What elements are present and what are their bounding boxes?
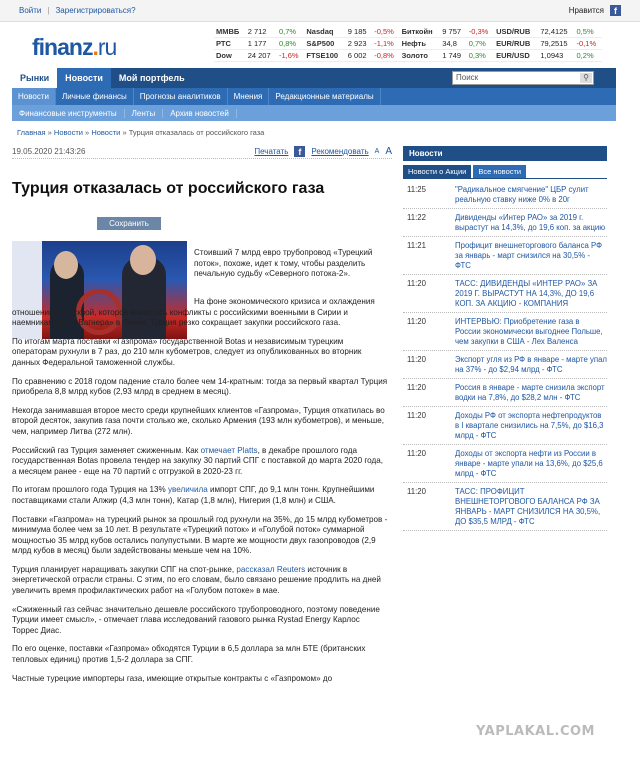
list-item[interactable] [403,313,607,351]
article-actions [254,146,392,157]
news-headline-link[interactable]: Дивиденды «Интер РАО» за 2019 г. вырастут на 14,3%, до 19,6 коп. за акцию [455,213,606,232]
subnav-personal-finance[interactable]: Личные финансы [56,88,134,105]
register-link[interactable]: Зарегистрироваться? [55,6,136,15]
ticker-instrument[interactable]: S&P500 [304,38,345,50]
social-area [569,5,621,16]
article-body-2 [12,297,388,692]
ticker-value: 1 749 [440,50,466,62]
breadcrumb-current: Турция отказалась от российского газа [128,128,265,137]
news-sidebar [403,146,607,531]
ticker-value: -0,1% [575,38,602,50]
sub-nav-2 [12,105,616,121]
article-paragraph: Поставки «Газпрома» на турецкий рынок за прошлый год рухнули на 35%, до 15 млрд кубометров - минимума более чем за 10 лет. В результате «Турецкий поток» и «Голубой поток» суммарной мощностью 35 млрд кубов остались полупустыми. В марте же мощности двух газопроводов (2,9 млрд кубов в месяц) были задействованы меньше чем на 10%. [12,514,388,556]
ticker-instrument[interactable]: EUR/USD [494,50,538,62]
breadcrumb-sep: » [85,128,90,137]
ticker-value: 0,7% [277,26,304,38]
news-time: 11:21 [407,241,426,250]
save-button[interactable]: Сохранить [97,217,161,230]
sidebar-title: Новости [403,146,607,161]
news-headline-link[interactable]: Доходы РФ от экспорта нефтепродуктов в I квартале снизились на 7,5%, до $16,3 млрд - ФТС [455,411,604,440]
search-placeholder: Поиск [456,73,479,82]
breadcrumb-news[interactable]: Новости [53,128,83,137]
news-headline-link[interactable]: Экспорт угля из РФ в январе - марте упал на 37% - до $2,94 млрд - ФТС [455,355,607,374]
ticker-value: 0,8% [277,38,304,50]
subnav-news[interactable]: Новости [12,88,56,105]
article-datetime: 19.05.2020 21:43:26 [12,147,86,156]
article-text: источник в энергетической отрасли страны. С этим, по его словам, было связано решение продлить на дней увеличить время профилактических работ на «Голубом потоке» в мае. [12,564,381,596]
list-item[interactable] [403,209,607,237]
ticker-value: 79,2515 [538,38,574,50]
search-input[interactable] [452,71,594,85]
news-time: 11:20 [407,317,426,326]
ticker-instrument[interactable]: USD/RUB [494,26,538,38]
ticker-value: 0,5% [575,26,602,38]
nav-portfolio[interactable]: Мой портфель [118,73,185,83]
ticker-value: 1,0943 [538,50,574,62]
header [12,26,616,66]
news-headline-link[interactable]: ИНТЕРВЬЮ: Приобретение газа в России экономически выгоднее Польше, чем закупки в США - Лех Валенса [455,317,603,346]
ticker-value: 6 002 [346,50,372,62]
news-time: 11:20 [407,487,426,496]
ticker-value: -0,5% [372,26,399,38]
subnav-opinions[interactable]: Мнения [228,88,270,105]
font-larger-button[interactable]: A [385,146,392,157]
ticker-value: 72,4125 [538,26,574,38]
subnav-editorial[interactable]: Редакционные материалы [269,88,380,105]
list-item[interactable] [403,351,607,379]
top-bar [0,0,640,22]
like-label[interactable]: Нравится [568,6,604,15]
subnav-instruments[interactable]: Финансовые инструменты [12,109,125,118]
ticker-value: -1,6% [277,50,304,62]
tab-all-news[interactable]: Все новости [473,165,526,178]
ticker-value: 0,2% [575,50,602,62]
news-headline-link[interactable]: Доходы от экспорта нефти из России в январе - марте упали на 13,6%, до $25,6 млрд - ФТС [455,449,603,478]
article-text: , в декабре прошлого года государственная Botas провела тендер на закупку 30 партий СПГ с поставкой до марта 2020 года, а месяцем ранее - еще на 70 партий с отгрузкой в 2020-23 гг. [12,445,383,476]
subnav-archive[interactable]: Архив новостей [163,109,237,118]
ticker-value: 2 923 [346,38,372,50]
ticker-value: 24 207 [246,50,277,62]
article-text: Российский газ Турция заменяет сжиженным. Как [12,445,201,455]
breadcrumb [17,128,264,137]
font-smaller-button[interactable]: A [374,148,380,155]
search-icon[interactable]: ⚲ [580,73,592,83]
sidebar-tabs [403,165,607,179]
site-logo[interactable] [32,34,116,61]
watermark: YAPLAKAL.COM [476,724,595,739]
article-paragraph: По его оценке, поставки «Газпрома» обходятся Турции в 6,5 доллара за млн БТЕ (британских тепловых единиц) против 1,5-2 доллара за СПГ. [12,644,366,665]
ticker-instrument[interactable]: РТС [214,38,246,50]
ticker-value: -1,1% [372,38,399,50]
logo-brand: finanz [32,34,93,60]
tab-stock-news[interactable]: Новости о Акции [403,165,471,178]
ticker-instrument[interactable]: Биткойн [400,26,441,38]
news-time: 11:20 [407,355,426,364]
list-item[interactable] [403,181,607,209]
article-paragraph: По итогам марта поставки «Газпрома» государственной Botas и независимым турецким операторам рухнули в 7 раз, до 210 млн кубометров, следует из опубликованных во вторник данных Федеральной таможенной службы. [12,336,362,367]
article-text: импорт СПГ, до 9,1 млн тонн. Крупнейшими поставщиками стали Алжир (4,3 млн тонн), Катар (1,8 млн), Нигерия (1,8 млн) и США. [12,485,375,505]
print-link[interactable]: Печатать [254,147,289,156]
article-paragraph: «Сжиженный газ сейчас значительно дешевле российского трубопроводного, поэтому поведение Турции имеет смысл», - отмечает глава исследований газового рынка Rystad Energy Карлос Торрес Диас. [12,604,380,635]
article-paragraph [12,565,388,597]
recommend-link[interactable]: Рекомендовать [311,147,369,156]
news-headline-link[interactable]: ТАСС: ПРОФИЦИТ ВНЕШНЕТОРГОВОГО БАЛАНСА РФ ЗА ЯНВАРЬ - МАРТ СНИЗИЛСЯ НА 30,5%, ДО $35,5 МЛРД - ФТС [455,487,601,526]
ticker-value: 0,3% [467,50,494,62]
nav-markets[interactable]: Рынки [12,68,57,88]
article-paragraph: Некогда занимавшая второе место среди крупнейших клиентов «Газпрома», Турция откатилась во второй десяток, закупив газа почти столько же, сколько Армения (193 млн кубометров), и меньше, чем, например Литва (272 млн). [12,405,385,436]
breadcrumb-home[interactable]: Главная [17,128,46,137]
ticker-instrument[interactable]: EUR/RUB [494,38,538,50]
article-paragraph: Стоивший 7 млрд евро трубопровод «Турецкий поток», похоже, идет к тому, чтобы разделить печальную судьбу «Северного потока-2». [194,248,373,279]
subnav-feeds[interactable]: Ленты [125,109,164,118]
breadcrumb-news-2[interactable]: Новости [91,128,121,137]
ticker-value: 0,7% [467,38,494,50]
ticker-value: 34,8 [440,38,466,50]
ticker-value: 2 712 [246,26,277,38]
ticker-instrument[interactable]: ММВБ [214,26,246,38]
ticker-instrument[interactable]: Золото [400,50,441,62]
separator: | [47,6,50,15]
article-paragraph [12,485,388,506]
ticker-value: -0,3% [467,26,494,38]
article-title: Турция отказалась от российского газа [12,180,325,197]
breadcrumb-sep: » [47,128,52,137]
article-text: По итогам прошлого года Турция на 13% [12,485,168,495]
news-time: 11:22 [407,213,426,222]
market-ticker [214,26,602,62]
logo-tld: ru [97,34,117,60]
ticker-instrument[interactable]: Nasdaq [304,26,345,38]
sidebar-news-list [403,181,607,531]
main-nav [12,68,616,88]
article-paragraph [12,446,388,478]
article-paragraph [12,297,388,329]
ticker-value: 9 185 [346,26,372,38]
sub-nav [12,88,616,105]
ticker-value: 1 177 [246,38,277,50]
platts-link[interactable]: отмечает Platts [200,445,258,455]
news-headline-link[interactable]: Россия в январе - марте снизила экспорт водки на 7,8%, до $28,2 млн - ФТС [455,383,605,402]
facebook-icon[interactable]: f [610,5,621,16]
facebook-icon[interactable]: f [294,146,305,157]
breadcrumb-sep: » [122,128,127,137]
news-time: 11:25 [407,185,426,194]
article-meta [12,145,392,159]
ticker-value: -0,8% [372,50,399,62]
ticker-instrument[interactable]: FTSE100 [304,50,345,62]
list-item[interactable] [403,237,607,275]
list-item[interactable] [403,275,607,313]
increased-link[interactable]: увеличила [168,485,208,495]
nav-news[interactable]: Новости [57,68,111,88]
news-time: 11:20 [407,411,426,420]
list-item[interactable] [403,407,607,445]
ticker-row [214,50,602,62]
reuters-link[interactable]: рассказал Reuters [236,564,306,574]
news-headline-link[interactable]: ТАСС: ДИВИДЕНДЫ «ИНТЕР РАО» ЗА 2019 Г. ВЫРАСТУТ НА 14,3%, ДО 19,6 КОП. ЗА АКЦИЮ - КОМПАНИЯ [455,279,598,308]
logo-dot: . [92,34,98,60]
news-time: 11:20 [407,383,426,392]
article-text: На фоне экономического кризиса и охлаждения отношений с Москвой, которое вылилось конфликты с российскими военными в Сирии и наемникам ЧВК «Вагнера» в Ливии, Турция резко сокращает закупки российского газа. [12,297,375,328]
list-item[interactable] [403,483,607,531]
news-time: 11:20 [407,449,426,458]
login-link[interactable]: Войти [19,6,42,15]
news-time: 11:20 [407,279,426,288]
article-paragraph: По сравнению с 2018 годом падение стало более чем 14-кратным: тогда за первый квартал Турция приобрела 8,8 млрд кубов (2,93 млрд в среднем в месяц). [12,376,388,397]
news-headline-link[interactable]: "Радикальное смягчение" ЦБР сулит реальную ставку ниже 0% в 20г [455,185,589,204]
list-item[interactable] [403,445,607,483]
article-text: Турция планирует наращивать закупки СПГ на спот-рынке, [12,564,237,574]
news-headline-link[interactable]: Профицит внешнеторгового баланса РФ за январь - март снизился на 30,5% - ФТС [455,241,603,270]
ticker-row [214,26,602,38]
ticker-instrument[interactable]: Dow [214,50,246,62]
ticker-instrument[interactable]: Нефть [400,38,441,50]
subnav-analyst-forecasts[interactable]: Прогнозы аналитиков [134,88,228,105]
article-paragraph: Частные турецкие импортеры газа, имеющие открытые контракты с «Газпромом» до [12,673,333,683]
list-item[interactable] [403,379,607,407]
ticker-row [214,38,602,50]
ticker-value: 9 757 [440,26,466,38]
